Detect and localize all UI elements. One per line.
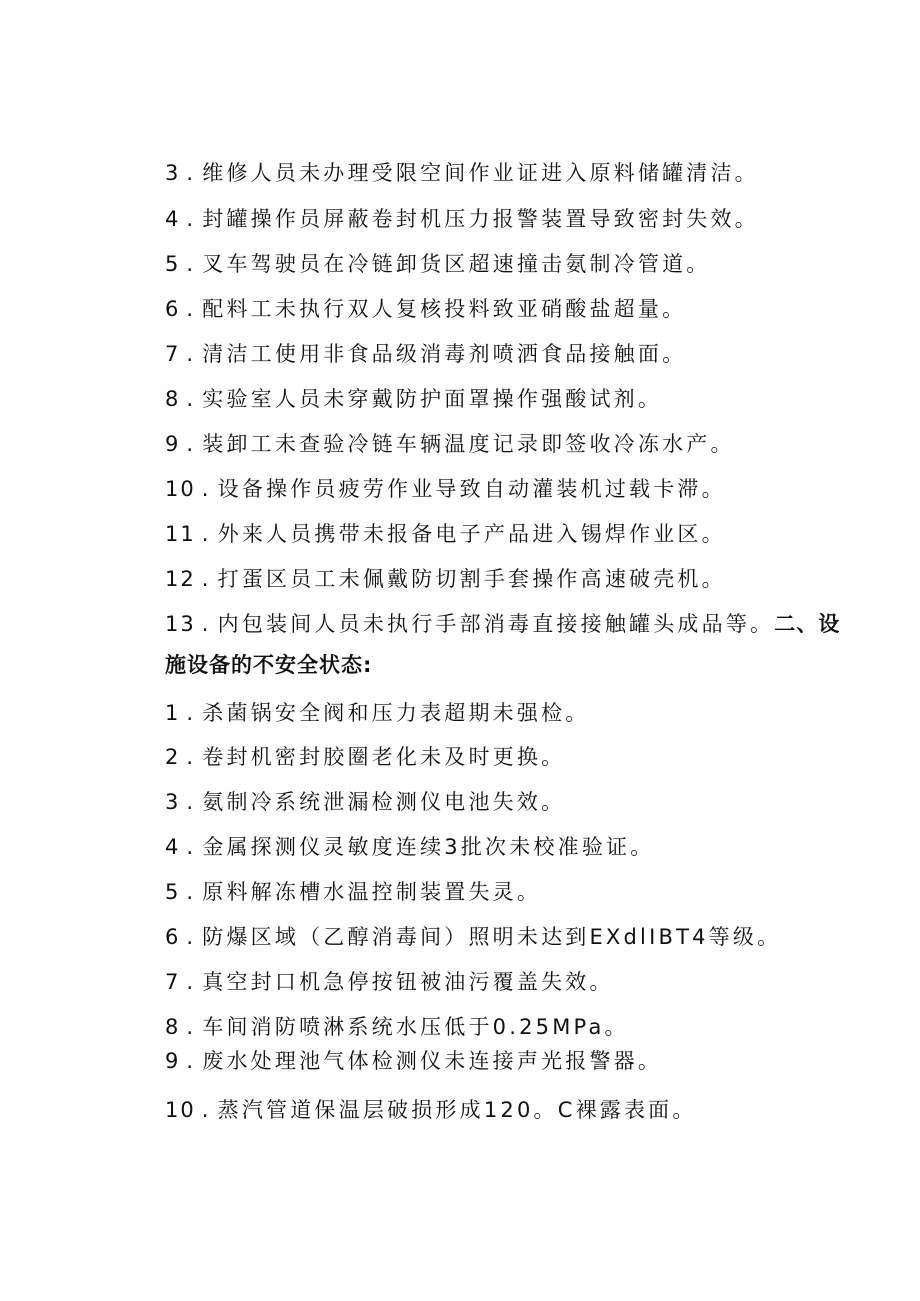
- item-separator: .: [201, 612, 212, 636]
- list-item: [165, 922, 855, 952]
- item-separator: .: [201, 522, 212, 546]
- item-number: 12: [165, 567, 196, 591]
- item-number: 13: [165, 612, 196, 636]
- list-item: [165, 384, 855, 414]
- item-separator: .: [186, 432, 197, 456]
- item-text: 防爆区域（乙醇消毒间）照明未达到EXdlIBT4等级。: [202, 925, 782, 949]
- item-separator: .: [186, 970, 197, 994]
- list-item: [165, 204, 855, 234]
- list-item: [165, 339, 855, 369]
- item-separator: .: [186, 161, 197, 185]
- item-number: 6: [165, 297, 181, 321]
- list-item: [165, 158, 855, 188]
- item-number: 9: [165, 432, 181, 456]
- item-text: 氨制冷系统泄漏检测仪电池失效。: [202, 790, 566, 814]
- item-text: 杀菌锅安全阀和压力表超期未强检。: [202, 701, 590, 725]
- item-number: 11: [165, 522, 196, 546]
- section-heading: 施设备的不安全状态:: [165, 653, 373, 677]
- item-number: 3: [165, 161, 181, 185]
- item-separator: .: [186, 1015, 197, 1039]
- item-text: 金属探测仪灵敏度连续3批次未校准验证。: [202, 835, 655, 859]
- item-number: 8: [165, 387, 181, 411]
- list-item: [165, 877, 855, 907]
- item-text: 设备操作员疲劳作业导致自动灌装机过载卡滞。: [217, 477, 726, 501]
- item-text: 清洁工使用非食品级消毒剂喷洒食品接触面。: [202, 342, 687, 366]
- item-number: 5: [165, 880, 181, 904]
- item-text: 真空封口机急停按钮被油污覆盖失效。: [202, 970, 614, 994]
- list-item: [165, 1095, 855, 1125]
- item-number: 10: [165, 477, 196, 501]
- item-text: 卷封机密封胶圈老化未及时更换。: [202, 745, 566, 769]
- section-heading-start: 二、设: [774, 612, 841, 636]
- item-separator: .: [186, 880, 197, 904]
- item-separator: .: [186, 252, 197, 276]
- list-item: [165, 429, 855, 459]
- item-separator: .: [186, 745, 197, 769]
- item-text: 原料解冻槽水温控制装置失灵。: [202, 880, 542, 904]
- item-text: 内包装间人员未执行手部消毒直接接触罐头成品等。: [217, 612, 775, 636]
- list-item: [165, 609, 855, 639]
- item-separator: .: [186, 790, 197, 814]
- item-text: 维修人员未办理受限空间作业证进入原料储罐清洁。: [202, 161, 759, 185]
- item-number: 7: [165, 342, 181, 366]
- list-item: [165, 249, 855, 279]
- item-text: 车间消防喷淋系统水压低于0.25MPa。: [202, 1015, 629, 1039]
- list-item: [165, 832, 855, 862]
- item-separator: .: [186, 835, 197, 859]
- list-item: [165, 564, 855, 594]
- item-number: 5: [165, 252, 181, 276]
- item-separator: .: [201, 477, 212, 501]
- item-number: 7: [165, 970, 181, 994]
- list-item: [165, 1046, 855, 1076]
- item-text: 打蛋区员工未佩戴防切割手套操作高速破壳机。: [217, 567, 726, 591]
- item-separator: .: [201, 567, 212, 591]
- item-number: 6: [165, 925, 181, 949]
- item-separator: .: [186, 701, 197, 725]
- item-text: 叉车驾驶员在冷链卸货区超速撞击氨制冷管道。: [202, 252, 711, 276]
- item-text: 外来人员携带未报备电子产品进入锡焊作业区。: [217, 522, 726, 546]
- item-text: 蒸汽管道保温层破损形成120。C裸露表面。: [217, 1098, 697, 1122]
- item-number: 1: [165, 701, 181, 725]
- item-number: 9: [165, 1049, 181, 1073]
- list-item: [165, 294, 855, 324]
- item-number: 2: [165, 745, 181, 769]
- list-item: [165, 742, 855, 772]
- item-text: 废水处理池气体检测仪未连接声光报警器。: [202, 1049, 663, 1073]
- list-item: [165, 698, 855, 728]
- item-text: 实验室人员未穿戴防护面罩操作强酸试剂。: [202, 387, 663, 411]
- item-separator: .: [186, 925, 197, 949]
- list-item: [165, 1012, 855, 1042]
- item-number: 10: [165, 1098, 196, 1122]
- item-separator: .: [186, 297, 197, 321]
- item-separator: .: [201, 1098, 212, 1122]
- item-text: 装卸工未查验冷链车辆温度记录即签收冷冻水产。: [202, 432, 735, 456]
- list-item: [165, 474, 855, 504]
- list-item: [165, 967, 855, 997]
- item-text: 配料工未执行双人复核投料致亚硝酸盐超量。: [202, 297, 687, 321]
- item-number: 4: [165, 207, 181, 231]
- list-item: [165, 787, 855, 817]
- item-separator: .: [186, 207, 197, 231]
- item-number: 4: [165, 835, 181, 859]
- item-number: 3: [165, 790, 181, 814]
- item-separator: .: [186, 387, 197, 411]
- item-text: 封罐操作员屏蔽卷封机压力报警装置导致密封失效。: [202, 207, 759, 231]
- item-separator: .: [186, 1049, 197, 1073]
- item-number: 8: [165, 1015, 181, 1039]
- item-separator: .: [186, 342, 197, 366]
- list-item: [165, 519, 855, 549]
